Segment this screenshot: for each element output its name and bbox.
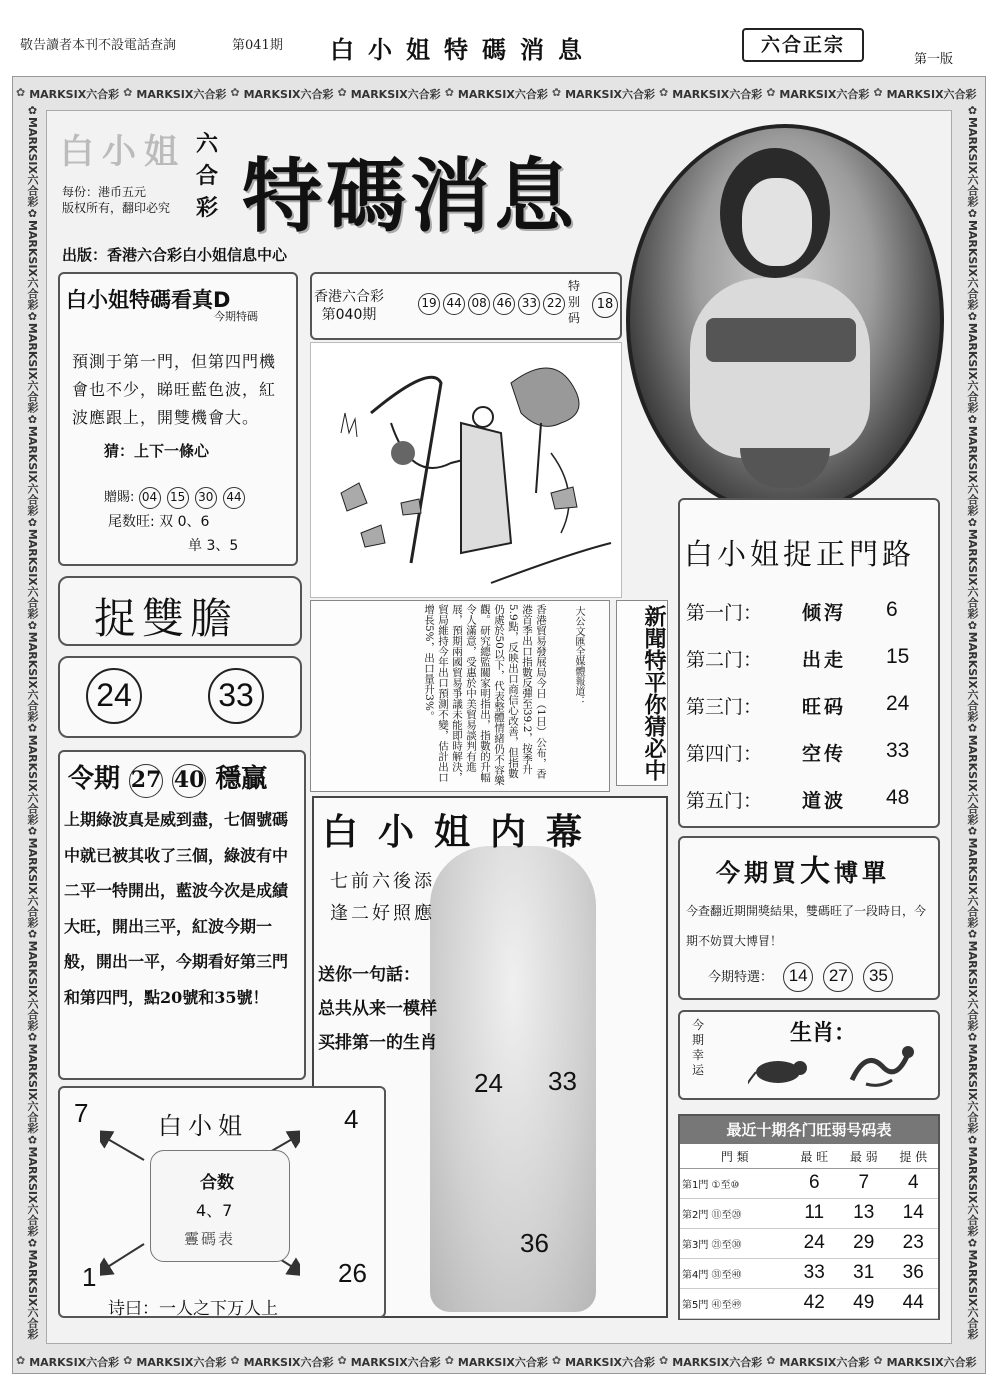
code-box-poem: 诗曰：一人之下万人上: [108, 1299, 278, 1319]
table-header: 最 弱: [839, 1146, 889, 1168]
steady-suffix: 穩贏: [215, 764, 268, 794]
steady-prefix: 令期: [68, 764, 121, 794]
double-ball: 33: [208, 668, 264, 724]
gate-word: 出走: [802, 649, 847, 671]
table-cell-gate: 第5門 ㊶至㊾: [680, 1288, 789, 1318]
flower-icon: ✿: [337, 1354, 347, 1367]
flower-icon: ✿: [966, 206, 979, 220]
border-brand-text: MARKSIX六合彩: [457, 1356, 548, 1369]
flower-icon: ✿: [659, 86, 669, 99]
table-cell-min: 29: [839, 1228, 889, 1258]
gift-ball: 30: [195, 487, 217, 509]
predict-text: 預測于第一門，但第四門機會也不少，睇旺藍色波，紅波應跟上，開雙機會大。: [72, 352, 277, 427]
steady-ball: 40: [172, 764, 206, 798]
gate-number: 15: [886, 645, 910, 668]
gate-stats-title: 最近十期各门旺弱号码表: [680, 1116, 938, 1144]
border-brand-text: MARKSIX六合彩: [966, 219, 979, 310]
sketch-illustration: [310, 342, 622, 598]
flower-icon: ✿: [966, 618, 979, 632]
story-saying-line: 送你一句話：: [318, 965, 420, 985]
border-brand-text: MARKSIX六合彩: [886, 1356, 977, 1369]
border-brand-text: MARKSIX六合彩: [966, 322, 979, 413]
news-body: 香港貿易發展局今日（1日）公布，香港首季出口指數反彈至39.2，按季升5.9點，反映出口商信心改善，但指數仍處於50以下，代表整體情緒仍不容樂觀。研究總監關家明指出，指數的升幅令人滿意，受惠於中美貿易談判有進展，預期兩國貿易爭議未能即時解決，貿局維持今年出口預測不變，估計出口增長5%，出口量升3%。: [423, 604, 547, 786]
story-poem-line: 逢二好照應: [330, 903, 435, 924]
gate-name: 第三门：: [686, 696, 763, 718]
flower-icon: ✿: [26, 309, 39, 323]
border-brand-text: MARKSIX六合彩: [966, 528, 979, 619]
result-ball: 22: [543, 293, 565, 315]
border-brand-text: MARKSIX六合彩: [779, 88, 870, 101]
edition-label: 第一版: [914, 52, 954, 67]
story-saying-line: 总共从来一模样: [318, 999, 437, 1019]
flower-icon: ✿: [230, 1354, 240, 1367]
code-corner-number: 26: [338, 1258, 367, 1288]
flower-icon: ✿: [966, 824, 979, 838]
border-brand-text: MARKSIX六合彩: [26, 734, 39, 825]
gate-name: 第四门：: [686, 743, 763, 765]
table-cell-gate: 第4門 ㉛至㊵: [680, 1258, 789, 1288]
big-buy-title-big: 大: [800, 854, 834, 889]
special-label: 特别码: [567, 279, 580, 325]
gate-number: 6: [886, 598, 898, 621]
table-header-row: [680, 1146, 938, 1168]
flower-icon: ✿: [873, 1354, 883, 1367]
result-lottery-name: 香港六合彩: [314, 289, 384, 305]
border-brand-text: MARKSIX六合彩: [779, 1356, 870, 1369]
table-cell-gate: 第1門 ①至⑩: [680, 1168, 789, 1198]
zodiac-label: 今期幸运: [692, 1018, 705, 1077]
predict-subtitle: 今期特碼: [214, 310, 258, 323]
border-brand-text: MARKSIX六合彩: [565, 88, 656, 101]
flower-icon: ✿: [966, 927, 979, 941]
flower-icon: ✿: [16, 1354, 26, 1367]
border-brand-text: MARKSIX六合彩: [29, 1356, 120, 1369]
table-cell-min: 13: [839, 1198, 889, 1228]
table-cell-max: 24: [789, 1228, 839, 1258]
result-ball: 19: [418, 293, 440, 315]
border-brand-text: MARKSIX六合彩: [350, 1356, 441, 1369]
flower-icon: ✿: [26, 927, 39, 941]
gift-numbers: [104, 486, 247, 509]
gate-word: 旺码: [802, 696, 847, 718]
flower-icon: ✿: [659, 1354, 669, 1367]
border-brand-text: MARKSIX六合彩: [26, 219, 39, 310]
border-brand-text: MARKSIX六合彩: [966, 1043, 979, 1134]
table-cell-offer: 4: [888, 1168, 938, 1198]
big-buy-title-pre: 今期買: [716, 859, 800, 887]
border-brand-text: MARKSIX六合彩: [966, 734, 979, 825]
story-number: 33: [548, 1066, 577, 1096]
flower-icon: ✿: [26, 618, 39, 632]
border-brand-text: MARKSIX六合彩: [136, 88, 227, 101]
code-corner-number: 1: [82, 1262, 97, 1292]
big-buy-numbers: [708, 962, 893, 992]
border-brand-text: MARKSIX六合彩: [565, 1356, 656, 1369]
flower-icon: ✿: [26, 206, 39, 220]
table-row: [680, 1198, 938, 1228]
border-brand-text: MARKSIX六合彩: [26, 425, 39, 516]
flower-icon: ✿: [966, 104, 979, 117]
brand-badge: 六合正宗: [742, 28, 864, 62]
tail-label: 尾数旺:: [108, 514, 155, 530]
code-box-title: 白小姐: [158, 1112, 248, 1140]
story-poem: [330, 866, 435, 930]
result-ball: 44: [443, 293, 465, 315]
result-numbers: [418, 292, 563, 315]
code-corner-number: 4: [344, 1104, 359, 1134]
border-brand-text: MARKSIX六合彩: [350, 88, 441, 101]
guess-line: 猜：上下一條心: [104, 442, 210, 460]
flower-icon: ✿: [766, 1354, 776, 1367]
border-brand-text: MARKSIX六合彩: [966, 117, 979, 207]
border-brand-text: MARKSIX六合彩: [966, 1249, 979, 1340]
table-cell-offer: 36: [888, 1258, 938, 1288]
tail-line-even: 双 0、6: [159, 514, 210, 530]
border-brand-text: MARKSIX六合彩: [672, 1356, 763, 1369]
tail-numbers: [108, 510, 238, 558]
big-buy-title-post: 博單: [834, 859, 890, 887]
gate-word: 倾泻: [802, 602, 847, 624]
flower-icon: ✿: [966, 1236, 979, 1250]
table-cell-max: 42: [789, 1288, 839, 1318]
big-buy-title: [716, 846, 890, 890]
zodiac-title: 生肖：: [790, 1020, 857, 1046]
table-row: [680, 1228, 938, 1258]
table-cell-min: 7: [839, 1168, 889, 1198]
flower-icon: ✿: [966, 1030, 979, 1044]
flower-icon: ✿: [966, 1133, 979, 1147]
table-cell-min: 31: [839, 1258, 889, 1288]
border-brand-text: MARKSIX六合彩: [26, 1249, 39, 1340]
flower-icon: ✿: [26, 1133, 39, 1147]
border-brand-text: MARKSIX六合彩: [26, 322, 39, 413]
predict-title: 白小姐特碼看真D: [66, 288, 231, 312]
code-sum-value: 4、7: [196, 1201, 233, 1220]
flower-icon: ✿: [26, 104, 39, 117]
news-head: 大公文匯全媒體報道：: [573, 606, 584, 706]
special-ball: 18: [592, 292, 618, 318]
table-cell-max: 33: [789, 1258, 839, 1288]
table-header: 提 供: [888, 1146, 938, 1168]
gate-name: 第五门：: [686, 790, 763, 812]
border-brand-text: MARKSIX六合彩: [26, 940, 39, 1031]
big-buy-text: 今查翻近期開獎結果，雙碼旺了一段時日，今期不妨買大博冒！: [686, 904, 927, 948]
gift-ball: 04: [139, 487, 161, 509]
flower-icon: ✿: [26, 412, 39, 426]
story-saying-line: 买排第一的生肖: [318, 1033, 437, 1053]
story-saying: [318, 958, 437, 1060]
border-brand-text: MARKSIX六合彩: [672, 88, 763, 101]
border-brand-text: MARKSIX六合彩: [26, 837, 39, 928]
border-brand-text: MARKSIX六合彩: [966, 1146, 979, 1237]
flower-icon: ✿: [551, 1354, 562, 1367]
flower-icon: ✿: [966, 721, 979, 735]
big-buy-ball: 27: [823, 962, 853, 992]
big-buy-label: 今期特選：: [708, 970, 774, 985]
flower-icon: ✿: [26, 1236, 39, 1250]
border-brand-text: MARKSIX六合彩: [136, 1356, 227, 1369]
code-box-subtitle: 霻碼表: [184, 1230, 236, 1248]
gate-word: 道波: [802, 790, 847, 812]
title-big: 特碼消息: [242, 149, 578, 243]
flower-icon: ✿: [123, 1354, 133, 1367]
table-cell-offer: 23: [888, 1228, 938, 1258]
border-brand-text: MARKSIX六合彩: [26, 631, 39, 722]
reader-notice: 敬告讀者本刊不設電話查詢: [20, 38, 177, 53]
border-brand-text: MARKSIX六合彩: [26, 1043, 39, 1134]
big-buy-ball: 35: [863, 962, 893, 992]
gate-stats-table: [680, 1146, 938, 1319]
gift-ball: 44: [223, 487, 245, 509]
border-brand-text: MARKSIX六合彩: [26, 117, 39, 207]
result-ball: 08: [468, 293, 490, 315]
border-strip-right: [958, 104, 980, 1350]
border-brand-text: MARKSIX六合彩: [966, 837, 979, 928]
story-title: 白小姐内幕: [322, 811, 603, 853]
table-cell-gate: 第2門 ⑪至⑳: [680, 1198, 789, 1228]
gift-ball: 15: [167, 487, 189, 509]
border-strip-top: [16, 86, 982, 102]
code-corner-number: 7: [74, 1098, 89, 1128]
border-brand-text: MARKSIX六合彩: [457, 88, 548, 101]
big-buy-ball: 14: [783, 962, 813, 992]
dragon-icon: [846, 1040, 916, 1096]
flower-icon: ✿: [123, 86, 133, 99]
copyright-line: 版权所有，翻印必究: [62, 201, 171, 215]
publisher: 出版：香港六合彩白小姐信息中心: [62, 246, 288, 264]
flower-icon: ✿: [444, 86, 454, 99]
gate-number: 33: [886, 739, 910, 762]
news-tag: 新聞特平你猜必中: [616, 600, 668, 786]
border-brand-text: MARKSIX六合彩: [26, 1146, 39, 1237]
story-number: 36: [520, 1228, 549, 1258]
border-brand-text: MARKSIX六合彩: [966, 631, 979, 722]
price-line: 每份：港币五元: [62, 185, 147, 199]
steady-text: 上期綠波真是威到盡，七個號碼中就已被其收了三個，綠波有中二平一特開出，藍波今次是成績大旺，開出三平，紅波今期一般，開出一平，今期看好第三門和第四門，點20號和35號！: [64, 810, 289, 1007]
flower-icon: ✿: [16, 86, 26, 99]
result-ball: 33: [518, 293, 540, 315]
rat-icon: [748, 1052, 812, 1092]
border-brand-text: MARKSIX六合彩: [886, 88, 977, 101]
story-number: 24: [474, 1068, 503, 1098]
flower-icon: ✿: [444, 1354, 454, 1367]
result-issue: 第040期: [321, 307, 377, 323]
tail-line-odd: 单 3、5: [188, 538, 239, 554]
flower-icon: ✿: [873, 86, 883, 99]
flower-icon: ✿: [26, 1030, 39, 1044]
gate-number: 48: [886, 786, 910, 809]
gate-name: 第二门：: [686, 649, 763, 671]
issue-number: 第041期: [232, 38, 283, 53]
price-info: [62, 184, 170, 216]
table-cell-max: 11: [789, 1198, 839, 1228]
result-label: [314, 288, 384, 324]
code-sum-label: 合数: [200, 1173, 234, 1193]
table-header: 最 旺: [789, 1146, 839, 1168]
flower-icon: ✿: [766, 86, 776, 99]
double-title: 捉雙膽: [94, 594, 239, 643]
border-strip-left: [18, 104, 40, 1350]
table-cell-offer: 44: [888, 1288, 938, 1318]
border-brand-text: MARKSIX六合彩: [26, 528, 39, 619]
result-ball: 46: [493, 293, 515, 315]
title-lhc: 六合彩: [196, 131, 219, 221]
flower-icon: ✿: [230, 86, 240, 99]
flower-icon: ✿: [26, 515, 39, 529]
table-cell-min: 49: [839, 1288, 889, 1318]
flower-icon: ✿: [966, 412, 979, 426]
gate-number: 24: [886, 692, 910, 715]
gate-name: 第一门：: [686, 602, 763, 624]
steady-ball: 27: [129, 764, 163, 798]
masthead: 白小姐特碼消息: [330, 36, 596, 64]
table-cell-gate: 第3門 ㉑至㉚: [680, 1228, 789, 1258]
flower-icon: ✿: [26, 824, 39, 838]
border-brand-text: MARKSIX六合彩: [966, 425, 979, 516]
table-header: 門 類: [680, 1146, 789, 1168]
border-brand-text: MARKSIX六合彩: [29, 88, 120, 101]
double-ball: 24: [86, 668, 142, 724]
table-cell-max: 6: [789, 1168, 839, 1198]
table-row: [680, 1258, 938, 1288]
table-row: [680, 1288, 938, 1318]
flower-icon: ✿: [551, 86, 562, 99]
flower-icon: ✿: [966, 309, 979, 323]
flower-icon: ✿: [966, 515, 979, 529]
steady-title: [68, 758, 267, 798]
border-brand-text: MARKSIX六合彩: [243, 88, 334, 101]
border-brand-text: MARKSIX六合彩: [966, 940, 979, 1031]
border-strip-bottom: [16, 1354, 982, 1370]
flower-icon: ✿: [26, 721, 39, 735]
flower-icon: ✿: [337, 86, 347, 99]
gift-label: 贈賜:: [104, 490, 135, 505]
gates-title: 白小姐捉正門路: [684, 537, 916, 571]
border-brand-text: MARKSIX六合彩: [243, 1356, 334, 1369]
title-small: 白小姐: [60, 132, 186, 172]
table-cell-offer: 14: [888, 1198, 938, 1228]
gate-word: 空传: [802, 743, 847, 765]
model-photo-oval: [626, 124, 944, 516]
table-row: [680, 1168, 938, 1198]
story-poem-line: 七前六後添: [330, 871, 435, 892]
